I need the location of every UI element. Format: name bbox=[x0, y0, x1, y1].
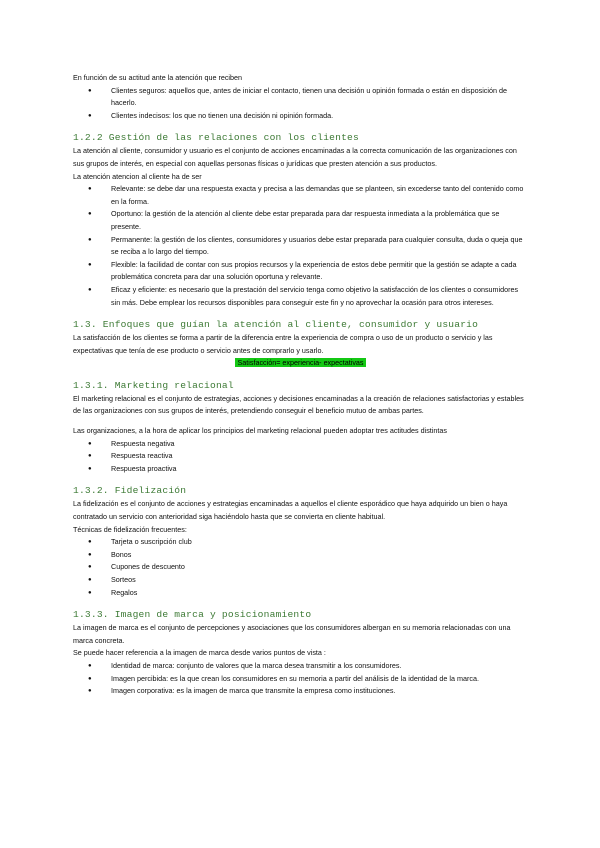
lead-line: Las organizaciones, a la hora de aplicar los principios del marketing relacional pueden adoptar tres actitudes distintas bbox=[73, 426, 447, 436]
list-item: ● Relevante: se debe dar una respuesta exacta y precisa a las demandas que se planteen, sin excederse tanto del contenido como en la forma. bbox=[73, 183, 528, 208]
list-item: ● Bonos bbox=[73, 549, 528, 562]
paragraph: La satisfacción de los clientes se forma a partir de la diferencia entre la experiencia de compra o uso de un producto o servicio y las expectativas que tenía de ese producto o servicio antes de comprarlo y usarlo. bbox=[73, 333, 493, 355]
section-heading-1-3-3: 1.3.3. Imagen de marca y posicionamiento bbox=[73, 609, 312, 621]
list-item: ● Imagen corporativa: es la imagen de marca que transmite la empresa como instituciones. bbox=[73, 685, 528, 698]
list-item: ● Identidad de marca: conjunto de valores que la marca desea transmitir a los consumidores. bbox=[73, 660, 528, 673]
paragraph: El marketing relacional es el conjunto de estrategias, acciones y decisiones encaminadas a la creación de relaciones satisfactorias y estables de las organizaciones con sus grupos de interés, pretendiendo conseguir el beneficio mutuo de ambas partes. bbox=[73, 393, 524, 416]
list-item: ● Sorteos bbox=[73, 574, 528, 587]
list-item: ● Oportuno: la gestión de la atención al cliente debe estar preparada para dar respuesta inmediata a la problemática que se presente. bbox=[73, 208, 528, 233]
formula-line bbox=[73, 357, 528, 370]
list-item: ● Respuesta reactiva bbox=[73, 450, 528, 463]
list-item: ● Imagen percibida: es la que crean los consumidores en su memoria a partir del análisis de la identidad de la marca. bbox=[73, 673, 528, 686]
list-item: ● Clientes indecisos: los que no tienen una decisión ni opinión formada. bbox=[73, 110, 528, 123]
document-page bbox=[73, 72, 528, 698]
highlighted-formula: Satisfacción= experiencia- expectativas bbox=[237, 358, 364, 368]
list-item: ● Respuesta proactiva bbox=[73, 463, 528, 476]
loyalty-techniques-list bbox=[73, 536, 528, 599]
list-item: ● Eficaz y eficiente: es necesario que la prestación del servicio tenga como objetivo la satisfacción de los clientes o consumidores sin más. Debe emplear los recursos disponibles para conseguir este fin y no aprovechar la ocasión para otros intereses. bbox=[73, 284, 528, 309]
list-item: ● Permanente: la gestión de los clientes, consumidores y usuarios debe estar preparada para cualquier consulta, duda o queja que se reciba a lo largo del tiempo. bbox=[73, 234, 528, 259]
attitudes-list bbox=[73, 438, 528, 476]
list-item: ● Flexible: la facilidad de contar con sus propios recursos y la experiencia de estos debe permitir que la gestión se adapte a cada problemática concreta para dar una solución oportuna y relevante. bbox=[73, 259, 528, 284]
list-item: ● Respuesta negativa bbox=[73, 438, 528, 451]
lead-line: Técnicas de fidelización frecuentes: bbox=[73, 524, 187, 534]
lead-line: Se puede hacer referencia a la imagen de marca desde varios puntos de vista : bbox=[73, 648, 326, 658]
paragraph: La fidelización es el conjunto de acciones y estrategias encaminadas a aquellos el cliente esporádico que haya adquirido un bien o haya contratado un servicio con anterioridad siga haciéndolo hasta que se convierta en cliente habitual. bbox=[73, 499, 508, 522]
list-item: ● Clientes seguros: aquellos que, antes de iniciar el contacto, tienen una decisión u opinión formada o están en disposición de hacerlo. bbox=[73, 85, 528, 110]
lead-line: La atención atencion al cliente ha de ser bbox=[73, 171, 202, 181]
attention-qualities-list bbox=[73, 183, 528, 309]
intro-line: En función de su actitud ante la atención que reciben bbox=[73, 73, 243, 82]
section-heading-1-3-1: 1.3.1. Marketing relacional bbox=[73, 379, 234, 391]
brand-image-list bbox=[73, 660, 528, 698]
list-item: ● Cupones de descuento bbox=[73, 561, 528, 574]
paragraph: La imagen de marca es el conjunto de percepciones y asociaciones que los consumidores albergan en su memoria relacionadas con una marca concreta. bbox=[73, 623, 511, 645]
section-heading-1-2-2: 1.2.2 Gestión de las relaciones con los clientes bbox=[73, 132, 359, 144]
list-item: ● Tarjeta o suscripción club bbox=[73, 536, 528, 549]
section-heading-1-3: 1.3. Enfoques que guían la atención al cliente, consumidor y usuario bbox=[73, 319, 479, 331]
list-item: ● Regalos bbox=[73, 587, 528, 600]
section-heading-1-3-2: 1.3.2. Fidelización bbox=[73, 485, 187, 497]
paragraph: La atención al cliente, consumidor y usuario es el conjunto de acciones encaminadas a la correcta comunicación de las organizaciones con sus grupos de interés, en especial con aquellas personas físicas o jurídicas que presten atención a sus productos. bbox=[73, 146, 517, 168]
intro-list bbox=[73, 85, 528, 123]
